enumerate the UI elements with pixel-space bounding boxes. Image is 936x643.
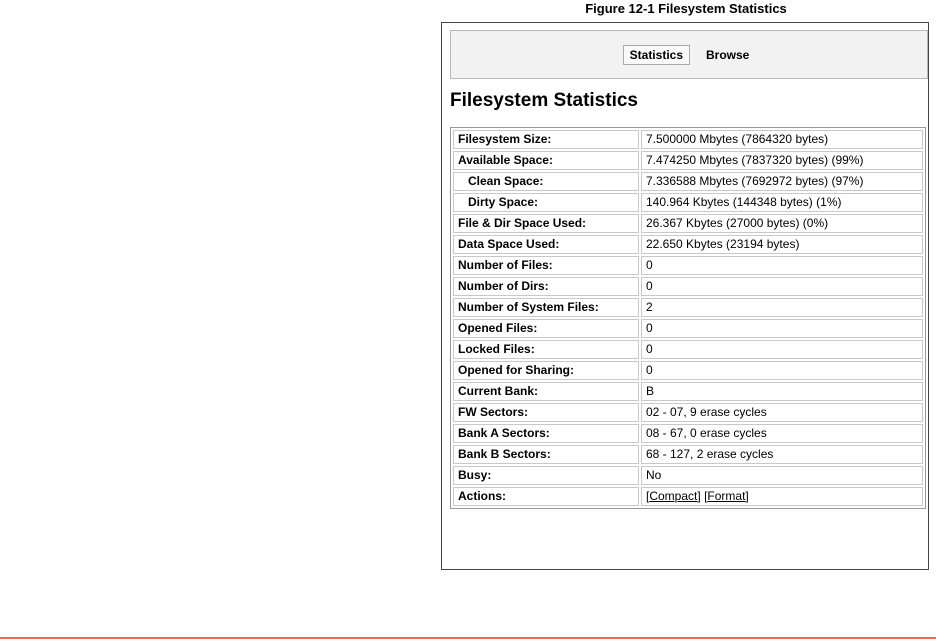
table-row-bank-a-sectors bbox=[453, 424, 923, 443]
row-label: Opened for Sharing: bbox=[453, 361, 639, 380]
table-row-clean-space bbox=[453, 172, 923, 191]
bracket: [ bbox=[704, 489, 708, 503]
filesystem-stats-screen bbox=[441, 22, 929, 570]
row-value: B bbox=[641, 382, 923, 401]
tab-browse[interactable]: Browse bbox=[706, 47, 750, 62]
tab-statistics[interactable]: Statistics bbox=[623, 45, 690, 65]
table-row-locked-files bbox=[453, 340, 923, 359]
row-label: Number of Dirs: bbox=[453, 277, 639, 296]
row-value: 140.964 Kbytes (144348 bytes) (1%) bbox=[641, 193, 923, 212]
row-label: Data Space Used: bbox=[453, 235, 639, 254]
table-row-busy bbox=[453, 466, 923, 485]
row-label: Filesystem Size: bbox=[453, 130, 639, 149]
table-row-available-space bbox=[453, 151, 923, 170]
top-navigation bbox=[450, 30, 928, 79]
row-value: No bbox=[641, 466, 923, 485]
table-row-number-of-system-files bbox=[453, 298, 923, 317]
table-row-file-dir-space-used bbox=[453, 214, 923, 233]
table-row-actions bbox=[453, 487, 923, 506]
stats-table bbox=[450, 127, 926, 509]
table-row-bank-b-sectors bbox=[453, 445, 923, 464]
table-row-dirty-space bbox=[453, 193, 923, 212]
row-label: Available Space: bbox=[453, 151, 639, 170]
row-value: 7.336588 Mbytes (7692972 bytes) (97%) bbox=[641, 172, 923, 191]
row-value: 68 - 127, 2 erase cycles bbox=[641, 445, 923, 464]
table-row-number-of-dirs bbox=[453, 277, 923, 296]
row-label: Dirty Space: bbox=[453, 193, 639, 212]
row-label: FW Sectors: bbox=[453, 403, 639, 422]
row-label: Actions: bbox=[453, 487, 639, 506]
bracket: ] bbox=[745, 489, 749, 503]
page-title: Filesystem Statistics bbox=[450, 90, 638, 111]
table-row-opened-for-sharing bbox=[453, 361, 923, 380]
bracket: ] bbox=[697, 489, 701, 503]
row-value: 0 bbox=[641, 340, 923, 359]
table-row-opened-files bbox=[453, 319, 923, 338]
row-label: Opened Files: bbox=[453, 319, 639, 338]
row-label: Clean Space: bbox=[453, 172, 639, 191]
row-value: 7.474250 Mbytes (7837320 bytes) (99%) bbox=[641, 151, 923, 170]
figure-caption: Figure 12-1 Filesystem Statistics bbox=[585, 1, 787, 16]
row-label: Bank B Sectors: bbox=[453, 445, 639, 464]
table-row-filesystem-size bbox=[453, 130, 923, 149]
row-label: File & Dir Space Used: bbox=[453, 214, 639, 233]
table-row-data-space-used bbox=[453, 235, 923, 254]
row-value: 2 bbox=[641, 298, 923, 317]
bracket: [ bbox=[646, 489, 650, 503]
row-value: 0 bbox=[641, 319, 923, 338]
table-row-fw-sectors bbox=[453, 403, 923, 422]
row-label: Bank A Sectors: bbox=[453, 424, 639, 443]
row-value: 26.367 Kbytes (27000 bytes) (0%) bbox=[641, 214, 923, 233]
row-value: 08 - 67, 0 erase cycles bbox=[641, 424, 923, 443]
row-value: 0 bbox=[641, 277, 923, 296]
row-label: Number of System Files: bbox=[453, 298, 639, 317]
format-link[interactable]: Format bbox=[707, 489, 746, 503]
table-row-number-of-files bbox=[453, 256, 923, 275]
footer-rule bbox=[0, 637, 936, 639]
row-label: Current Bank: bbox=[453, 382, 639, 401]
table-row-current-bank bbox=[453, 382, 923, 401]
compact-link[interactable]: Compact bbox=[649, 489, 698, 503]
row-value: 0 bbox=[641, 361, 923, 380]
row-label: Locked Files: bbox=[453, 340, 639, 359]
row-label: Number of Files: bbox=[453, 256, 639, 275]
row-value: 22.650 Kbytes (23194 bytes) bbox=[641, 235, 923, 254]
row-value: 0 bbox=[641, 256, 923, 275]
row-label: Busy: bbox=[453, 466, 639, 485]
row-value: 7.500000 Mbytes (7864320 bytes) bbox=[641, 130, 923, 149]
actions-cell bbox=[641, 487, 923, 506]
row-value: 02 - 07, 9 erase cycles bbox=[641, 403, 923, 422]
